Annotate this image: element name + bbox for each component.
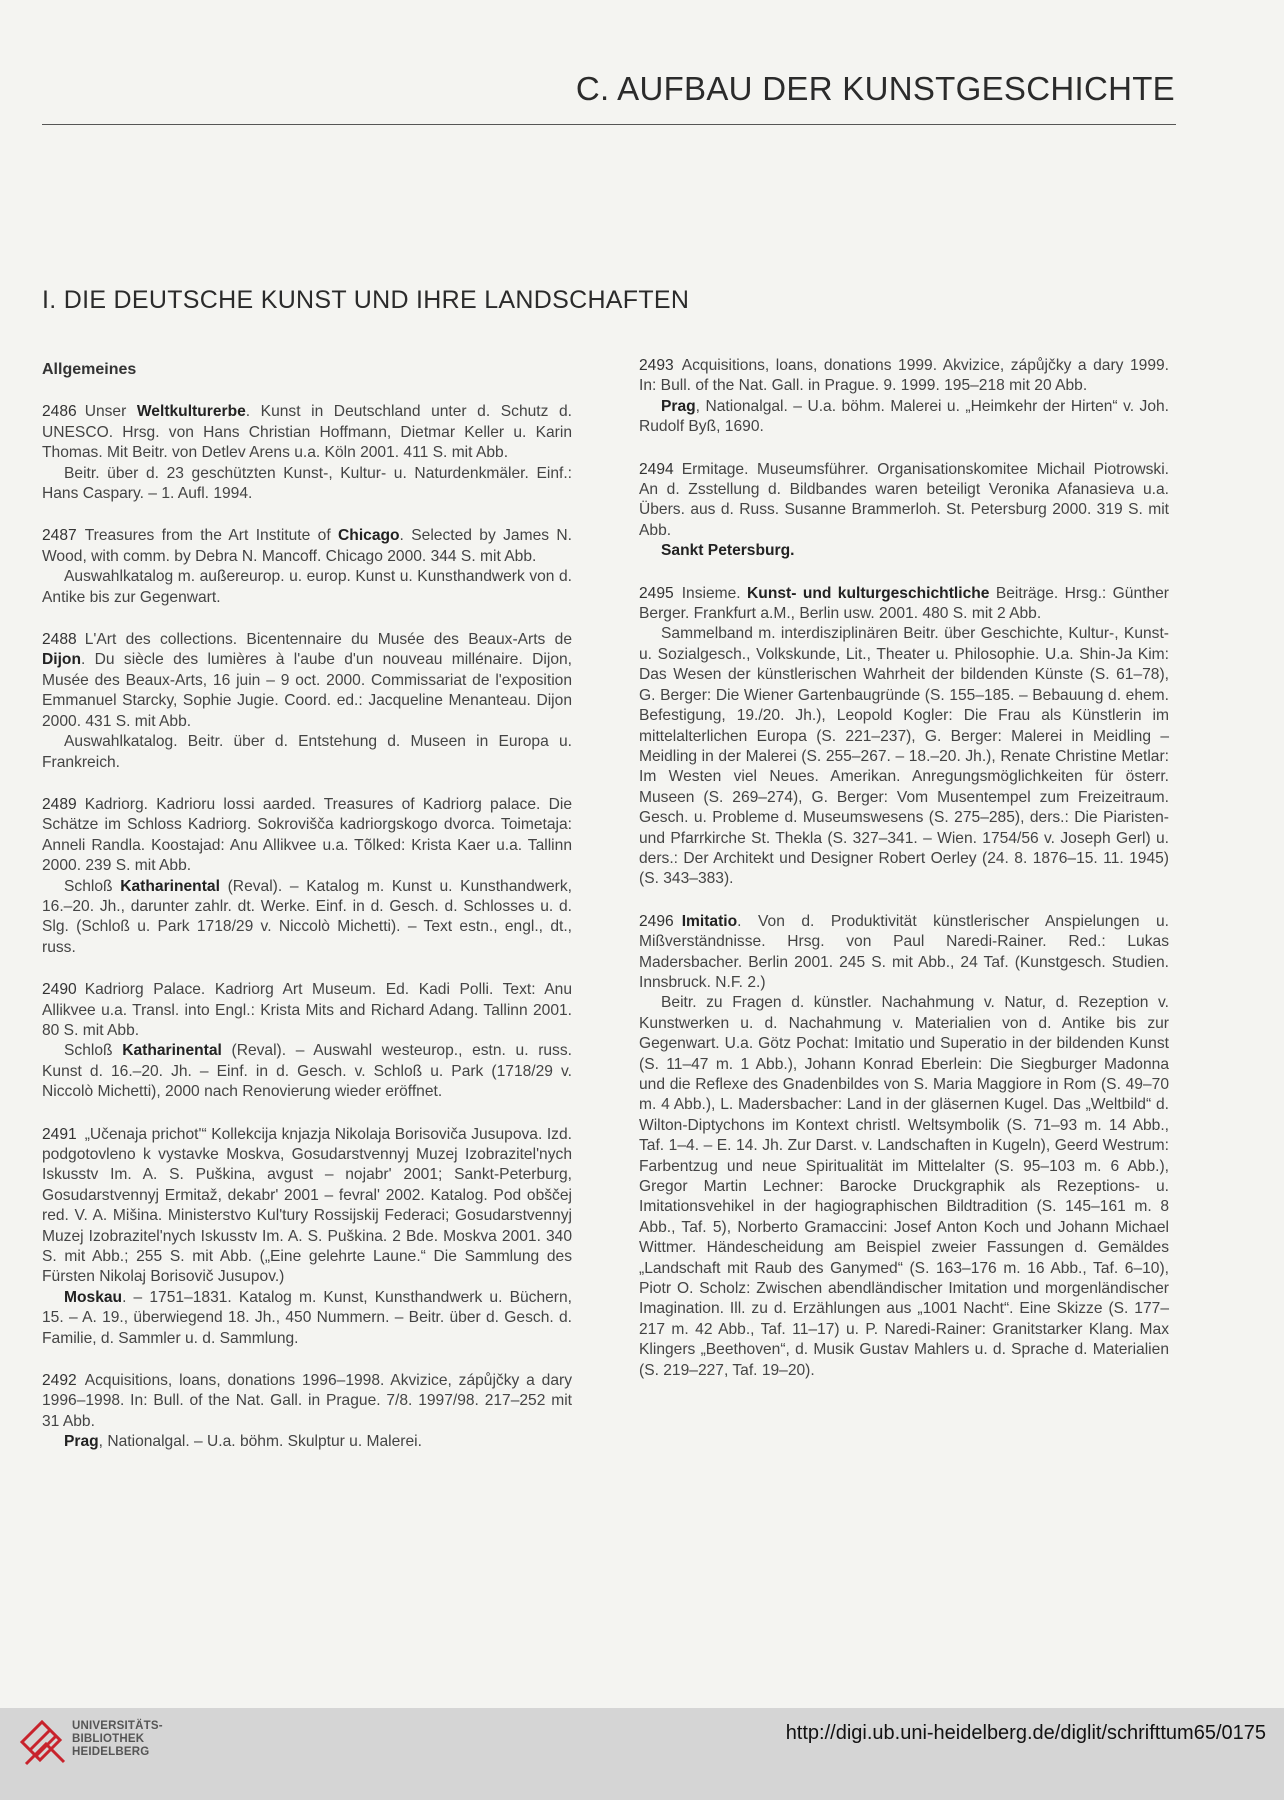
logo-text-line-2: BIBLIOTHEK <box>72 1733 145 1745</box>
entry-number: 2490 <box>42 981 77 999</box>
bibliography-entry <box>42 1371 572 1453</box>
entry-annotation <box>639 541 1169 561</box>
entry-keyword: Chicago <box>338 527 400 545</box>
entry-citation <box>42 630 572 732</box>
entry-text: Beiträge. Hrsg.: Günther Berger. Frankfurt a.M., Berlin usw. 2001. 480 S. mit 2 Abb. <box>639 584 1169 623</box>
bibliography-entry <box>42 526 572 608</box>
entry-citation <box>42 795 572 877</box>
annotation-text: Beitr. zu Fragen d. künstler. Nachahmung v. Natur, d. Rezeption v. Kunstwerken u. d. Nachahmung v. Materialien von d. Antike bis zur Gegenwart. U.a. Götz Pochat: Imitatio und Superatio in der bildenden Kunst (S. 11–47 m. 1 Abb.), Johann Konrad Eberlein: Die Siegburger Madonna und die Reflexe des Gnadenbildes von S. Maria Maggiore in Rom (S. 49–70 m. 4 Abb.), L. Madersbacher: Land in der gläsernen Kugel. Das „Weltbild“ d. Wilton-Diptychons im Kontext christl. Weltsymbolik (S. 71–93 m. 14 Abb., Taf. 1–4. – E. 14. Jh. Zur Darst. v. Landschaften in Kugeln), Geerd Westrum: Farbentzug und neue Spiritualität im Mittelalter (S. 95–103 m. 6 Abb.), Gregor Martin Lechner: Barocke Druckgraphik als Rezeptions- u. Imitationsvehikel in der hagiographischen Bildtradition (S. 145–161 m. 8 Abb., Taf. 5), Norberto Gramaccini: Josef Anton Koch und Johann Michael Wittmer. Händescheidung am Beispiel zweier Fassungen d. Gemäldes „Landschaft mit Raub des Ganymed“ (S. 163–176 m. 16 Abb., Taf. 6–10), Piotr O. Scholz: Zwischen abendländischer Imitation und morgenländischer Imagination. Ill. zu d. Erzählungen aus „1001 Nacht“. Eine Skizze (S. 177–217 m. 42 Abb., Taf. 11–17) u. P. Naredi-Rainer: Granitstarker Klang. Max Klingers „Beethoven“, d. Musik Gustav Mahlers u. d. Sprache d. Materialien (S. 219–227, Taf. 19–20). <box>639 994 1169 1379</box>
entry-citation <box>639 584 1169 625</box>
section-title: I. DIE DEUTSCHE KUNST UND IHRE LANDSCHAFTEN <box>42 286 690 314</box>
annotation-text: , Nationalgal. – U.a. böhm. Skulptur u. Malerei. <box>98 1433 422 1451</box>
entry-text: Insieme. <box>681 584 748 602</box>
header-rule <box>42 124 1176 125</box>
entry-text: Acquisitions, loans, donations 1996–1998. Akvizice, zápůjčky a dary 1996–1998. In: Bull. of the Nat. Gall. in Prague. 7/8. 1997/98. 217–252 mit 31 Abb. <box>42 1372 572 1430</box>
entry-text: Treasures from the Art Institute of <box>84 527 339 545</box>
bibliography-entry <box>42 402 572 504</box>
annotation-keyword: Katharinental <box>122 1042 222 1060</box>
entry-text: Kadriorg. Kadrioru lossi aarded. Treasures of Kadriorg palace. Die Schätze im Schloss Kadriorg. Sokrovišča kadriorgskogo dvorca. Toimetaja: Anneli Randla. Koostajad: Anu Allikvee u.a. Tõlked: Krista Kaer u.a. Tallinn 2000. 239 S. mit Abb. <box>42 795 572 875</box>
library-logo-text <box>72 1720 163 1759</box>
bibliography-entry <box>42 795 572 958</box>
entry-number: 2487 <box>42 527 77 545</box>
entry-annotation <box>42 567 572 608</box>
entry-citation <box>42 1125 572 1288</box>
entry-text: . Von d. Produktivität künstlerischer Anspielungen u. Mißverständnisse. Hrsg. von Paul Naredi-Rainer. Red.: Lukas Madersbacher. Berlin 2001. 245 S. mit Abb., 24 Taf. (Kunstgesch. Studien. Innsbruck. N.F. 2.) <box>639 912 1169 991</box>
entry-keyword: Imitatio <box>681 912 738 930</box>
left-column <box>42 360 572 1475</box>
annotation-text: Sammelband m. interdisziplinären Beitr. über Geschichte, Kultur-, Kunst- u. Sozialgesch., Volkskunde, Lit., Theater u. Philosophie. U.a. Shin-Ja Kim: Das Wesen der künstlerischen Wahrheit der bildenden Künste (S. 61–78), G. Berger: Die Wiener Gartenbaugründe (S. 155–185. – Bebauung d. ehem. Befestigung, 19./20. Jh.), Leopold Kogler: Die Frau als Künstlerin im mittelalterlichen Europa (S. 221–237), G. Berger: Malerei in Meidling – Meidling in der Malerei (S. 255–267. – 18.–20. Jh.), Renate Christine Metlar: Im Westen viel Neues. Amerikan. Anregungsmöglichkeiten für österr. Museen (S. 269–274), G. Berger: Vom Musentempel zum Freizeitraum. Gesch. u. Probleme d. Museumswesens (S. 275–285), ders.: Die Piaristen- und Pfarrkirche St. Thekla (S. 327–341. – Wien. 1754/56 v. Joseph Gerl) u. ders.: Der Architekt und Designer Robert Oerley (24. 8. 1876–15. 11. 1945) (S. 343–383). <box>639 625 1169 888</box>
entry-annotation <box>42 732 572 773</box>
entry-number: 2495 <box>639 584 674 602</box>
entry-number: 2489 <box>42 795 77 813</box>
entry-annotation <box>42 877 572 959</box>
annotation-text: Schloß <box>64 1042 123 1060</box>
entry-text: Ermitage. Museumsführer. Organisationskomitee Michail Piotrowski. An d. Zsstellung d. Bildbandes waren beteiligt Veronika Afanasieva u.a. Übers. aus d. Russ. Susanne Brammerloh. St. Petersburg 2000. 319 S. mit Abb. <box>639 460 1169 539</box>
library-logo-icon <box>16 1712 76 1774</box>
bibliography-entry <box>42 1125 572 1349</box>
annotation-text: , Nationalgal. – U.a. böhm. Malerei u. „Heimkehr der Hirten“ v. Joh. Rudolf Byß, 1690. <box>639 397 1169 436</box>
bibliography-entry <box>42 980 572 1102</box>
entry-citation <box>42 526 572 567</box>
entry-text: . Selected by James N. Wood, with comm. by Debra N. Mancoff. Chicago 2000. 344 S. mit Abb. <box>42 527 572 565</box>
entry-text: „Učenaja prichot'“ Kollekcija knjazja Nikolaja Borisoviča Jusupova. Izd. podgotovleno k vystavke Moskva, Gosudarstvennyj Muzej Izobrazitel'nych Iskusstv Im. A. S. Puškina, avgust – nojabr' 2001; Sankt-Peterburg, Gosudarstvennyj Ermitaž, dekabr' 2001 – fevral' 2002. Katalog. Pod obščej red. V. A. Mišina. Ministerstvo Kul'tury Rossijskij Federaci; Gosudarstvennyj Muzej Izobrazitel'nych Iskusstv Im. A. S. Puškina. 2 Bde. Moskva 2001. 340 S. mit Abb.; 255 S. mit Abb. („Eine gelehrte Laune.“ Die Sammlung des Fürsten Nikolaj Borisovič Jusupov.) <box>42 1125 572 1286</box>
annotation-text: Auswahlkatalog. Beitr. über d. Entstehung d. Museen in Europa u. Frankreich. <box>42 733 572 771</box>
entry-annotation <box>42 464 572 505</box>
annotation-keyword: Moskau <box>64 1288 123 1306</box>
annotation-keyword: Katharinental <box>120 877 220 895</box>
entry-annotation <box>42 1288 572 1349</box>
entry-keyword: Dijon <box>42 651 81 669</box>
annotation-keyword: Prag <box>661 397 696 415</box>
entry-citation <box>639 912 1169 994</box>
entry-annotation <box>639 993 1169 1381</box>
entry-annotation <box>639 624 1169 889</box>
logo-text-line-1: UNIVERSITÄTS- <box>72 1720 163 1732</box>
source-url-link[interactable]: http://digi.ub.uni-heidelberg.de/diglit/schrifttum65/0175 <box>785 1722 1266 1744</box>
annotation-text: (Reval). – Katalog m. Kunst u. Kunsthandwerk, 16.–20. Jh., darunter zahlr. dt. Werke. Einf. in d. Gesch. d. Schlosses u. d. Slg. (Schloß u. Park 1718/29 v. Niccolò Michetti). – Text estn., engl., dt., russ. <box>42 877 573 956</box>
entry-annotation <box>639 397 1169 438</box>
entry-citation <box>42 402 572 463</box>
entry-citation <box>639 460 1169 542</box>
annotation-keyword: Sankt Petersburg. <box>661 542 795 560</box>
running-header-title: C. AUFBAU DER KUNSTGESCHICHTE <box>575 70 1175 107</box>
entry-annotation <box>42 1432 572 1452</box>
annotation-text: Beitr. über d. 23 geschützten Kunst-, Kultur- u. Naturdenkmäler. Einf.: Hans Caspary. – 1. Aufl. 1994. <box>42 464 572 503</box>
annotation-text: Auswahlkatalog m. außereurop. u. europ. Kunst u. Kunsthandwerk von d. Antike bis zur Gegenwart. <box>42 568 572 606</box>
entry-text: L'Art des collections. Bicentennaire du Musée des Beaux-Arts de <box>84 631 572 649</box>
bibliography-entry <box>639 356 1169 438</box>
bibliography-entry <box>639 912 1169 1381</box>
entry-number: 2494 <box>639 460 674 478</box>
entry-number: 2496 <box>639 912 674 930</box>
entry-number: 2493 <box>639 357 674 374</box>
subsection-heading: Allgemeines <box>42 361 137 378</box>
entry-annotation <box>42 1041 572 1102</box>
entry-number: 2492 <box>42 1372 77 1390</box>
entry-text: . Du siècle des lumières à l'aube d'un nouveau millénaire. Dijon, Musée des Beaux-Arts, 16 juin – 9 oct. 2000. Commissariat de l'exposition Emmanuel Starcky, Sophie Jugie. Coord. ed.: Jacqueline Menanteau. Dijon 2000. 431 S. mit Abb. <box>42 651 572 730</box>
annotation-text: (Reval). – Auswahl westeurop., estn. u. russ. Kunst d. 16.–20. Jh. – Einf. in d. Gesch. v. Schloß u. Park (1718/29 v. Niccolò Michetti), 2000 nach Renovierung wieder eröffnet. <box>42 1042 572 1101</box>
bibliography-entry <box>639 584 1169 890</box>
logo-text-line-3: HEIDELBERG <box>72 1746 150 1758</box>
entry-citation <box>42 980 572 1041</box>
right-column <box>639 356 1169 1403</box>
entry-number: 2491 <box>42 1125 77 1143</box>
annotation-text: Schloß <box>64 877 121 895</box>
entry-text: Unser <box>84 403 137 421</box>
entry-text: Acquisitions, loans, donations 1999. Akvizice, zápůjčky a dary 1999. In: Bull. of the Nat. Gall. in Prague. 9. 1999. 195–218 mit 20 Abb. <box>639 357 1169 395</box>
entry-text: . Kunst in Deutschland unter d. Schutz d. UNESCO. Hrsg. von Hans Christian Hoffmann, Dietmar Keller u. Karin Thomas. Mit Beitr. von Detlev Arens u.a. Köln 2001. 411 S. mit Abb. <box>42 403 572 462</box>
entry-citation <box>42 1371 572 1432</box>
entry-keyword: Weltkulturerbe <box>136 403 246 421</box>
entry-number: 2488 <box>42 631 77 649</box>
entry-number: 2486 <box>42 403 77 421</box>
annotation-text: . – 1751–1831. Katalog m. Kunst, Kunsthandwerk u. Büchern, 15. – A. 19., überwiegend 18. Jh., 450 Nummern. – Beitr. über d. Gesch. d. Familie, d. Sammler u. d. Sammlung. <box>42 1288 572 1347</box>
bibliography-entry <box>42 630 572 773</box>
entry-text: Kadriorg Palace. Kadriorg Art Museum. Ed. Kadi Polli. Text: Anu Allikvee u.a. Transl. into Engl.: Krista Mits and Richard Adang. Tallinn 2001. 80 S. mit Abb. <box>42 981 572 1039</box>
entry-citation <box>639 356 1169 397</box>
entry-keyword: Kunst- und kulturgeschichtliche <box>747 584 990 602</box>
annotation-keyword: Prag <box>64 1433 99 1451</box>
bibliography-entry <box>639 460 1169 562</box>
